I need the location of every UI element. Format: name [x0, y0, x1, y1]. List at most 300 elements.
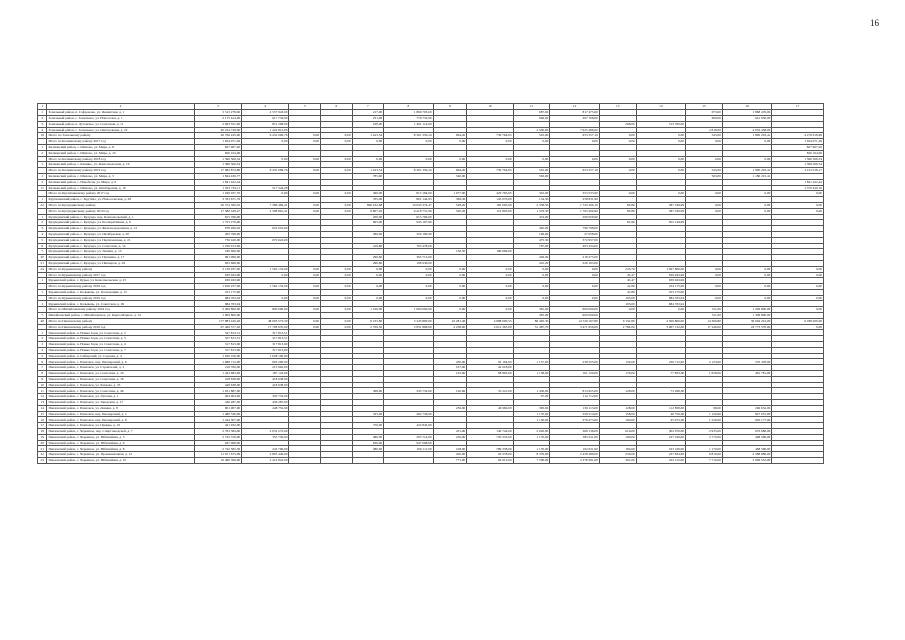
table-cell: 441 932,00: [194, 423, 241, 429]
table-cell: 1 841 422,44: [194, 179, 241, 185]
table-cell: 1 816 257,00: [194, 284, 241, 290]
table-cell: 1 256 913,00: [194, 243, 241, 249]
table-cell: 3 313 278,00: [194, 110, 241, 116]
table-cell: 456,00: [513, 255, 550, 261]
table-cell: 0,00: [636, 307, 685, 313]
table-cell: 0,00: [289, 284, 321, 290]
table-cell: 653 557,10: [550, 168, 599, 174]
row-number: 21: [38, 260, 47, 266]
table-cell: 0,00: [686, 295, 723, 301]
table-cell: 687,00: [513, 110, 550, 116]
table-cell: 92 194,00: [467, 359, 513, 365]
row-address: Павловский район, с. Павловск, ул. Ленина, д. 8: [47, 405, 194, 411]
table-cell: 317 813,00: [194, 347, 241, 353]
table-cell: 1 562 132,00: [242, 284, 289, 290]
table-cell: 0,00: [467, 272, 513, 278]
row-address: Павловский район, с. Павловск, пер. Пионерский, д. 2: [47, 411, 194, 417]
column-header: 10: [467, 104, 513, 110]
table-cell: 468 596,00: [722, 446, 771, 452]
table-cell: 311,00: [686, 313, 723, 319]
table-cell: 0,00: [686, 284, 723, 290]
table-cell: 801 144,93: [384, 197, 433, 203]
table-cell: 311,00: [686, 307, 723, 313]
table-cell: 0,00: [289, 295, 321, 301]
table-cell: 98,00: [686, 405, 723, 411]
table-cell: 376 273,00: [550, 417, 599, 423]
table-cell: 35 221,00: [467, 388, 513, 394]
table-cell: 239 712,00: [636, 359, 685, 365]
table-cell: 1 220,00: [686, 417, 723, 423]
table-cell: 9 188 200,00: [772, 318, 824, 324]
table-cell: 41,80: [599, 289, 636, 295]
table-cell: 0,00: [599, 191, 636, 197]
table-cell: 98 893,00: [467, 371, 513, 377]
table-cell: 901 907,00: [194, 405, 241, 411]
table-cell: 345 732,00: [242, 394, 289, 400]
row-number: 4: [38, 347, 47, 353]
table-cell: 1 753 276,90: [194, 220, 241, 226]
table-cell: 0,00: [352, 266, 384, 272]
table-cell: 365 713,00: [384, 255, 433, 261]
table-cell: 0,00: [321, 324, 353, 330]
table-cell: 114 712,00: [550, 394, 599, 400]
table-cell: 695,00: [352, 220, 384, 226]
row-address: Итого по Кулундинскому району: [47, 202, 194, 208]
row-address: Павловский район, с. Черемное, ул. Юбилейная, д. 10: [47, 458, 194, 464]
table-cell: 1 396 506,54: [772, 156, 824, 162]
table-cell: 462 736,00: [384, 411, 433, 417]
table-cell: 290 659,90: [550, 214, 599, 220]
row-address: Павловский район, с. Павловск, ул. Правды, д. 16: [47, 423, 194, 429]
table-cell: 215 962,00: [242, 365, 289, 371]
table-cell: 639 943,96: [194, 272, 241, 278]
column-header: 13: [599, 104, 636, 110]
row-number: 1: [38, 173, 47, 179]
table-cell: 1 396 506,54: [772, 162, 824, 168]
table-cell: 0,00: [772, 324, 824, 330]
table-cell: 2 175 614,00: [194, 115, 241, 121]
row-number: 1: [38, 330, 47, 336]
table-cell: 545,00: [686, 168, 723, 174]
table-cell: 263 798,00: [194, 231, 241, 237]
table-cell: 1 600 000,00: [384, 307, 433, 313]
table-cell: 943 167,90: [384, 220, 433, 226]
table-cell: 480,00: [352, 446, 384, 452]
table-cell: 145,00: [433, 371, 467, 377]
table-cell: 1 029 100,00: [194, 353, 241, 359]
table-cell: 208,00: [599, 121, 636, 127]
table-cell: 615 766,00: [384, 214, 433, 220]
table-cell: 2 537 943,00: [242, 110, 289, 116]
row-number: 22: [38, 452, 47, 458]
table-cell: 429 765,95: [467, 191, 513, 197]
row-address: Павловский район, с. Павловск, ул. Советская, д. 18: [47, 376, 194, 382]
table-cell: 176,00: [599, 371, 636, 377]
table-cell: 251,00: [352, 115, 384, 121]
row-address: Зональный район, п. Сафроново, ул. Цементная, д. 1: [47, 110, 194, 116]
table-cell: 776 732,00: [384, 115, 433, 121]
table-cell: 106,00: [513, 231, 550, 237]
row-address: Павловский район, с. Черемное, ул. Промышленная, д. 12: [47, 452, 194, 458]
table-cell: 431,00: [433, 429, 467, 435]
row-address: Павловский район, с. Павловск, ул. Строителей, д. 3: [47, 365, 194, 371]
table-cell: 1 180 201,41: [722, 173, 771, 179]
table-cell: 0,00: [384, 139, 433, 145]
row-number: 20: [38, 440, 47, 446]
table-cell: 347 813,51: [194, 330, 241, 336]
row-number: 4: [38, 127, 47, 133]
table-cell: 1 423,54: [352, 133, 384, 139]
row-address: Зональный район, с. Зональное, ул. Новоселов, д. 1: [47, 115, 194, 121]
table-cell: 0,00: [636, 191, 685, 197]
row-number: 12: [38, 394, 47, 400]
table-cell: 130,50: [433, 249, 467, 255]
table-cell: 2 032 272,00: [242, 429, 289, 435]
table-cell: 570 478,00: [722, 359, 771, 365]
table-cell: 430,00: [433, 359, 467, 365]
row-address: Итого по Кулундинскому району 2019 год: [47, 208, 194, 214]
table-cell: 468 596,00: [722, 434, 771, 440]
table-cell: 112 858,00: [636, 405, 685, 411]
table-cell: 320,26: [433, 208, 467, 214]
row-number: 3: [38, 342, 47, 348]
table-cell: 190,00: [352, 121, 384, 127]
table-cell: 0,00: [321, 208, 353, 214]
table-cell: 1 933 732,11: [194, 185, 241, 191]
row-address: Павловский район, с. Павловск, ул. Луговая, д. 1: [47, 394, 194, 400]
table-cell: 418 638,00: [242, 376, 289, 382]
row-address: Павловский район, с. Черемное, ул. Юбилейная, д. 6: [47, 440, 194, 446]
table-cell: 920 177,00: [722, 417, 771, 423]
row-address: Зональный район, с. Зональное, ул. Центральная, д. 22: [47, 127, 194, 133]
table-cell: 0,00: [722, 208, 771, 214]
table-cell: 0,00: [321, 139, 353, 145]
table-cell: 0,00: [352, 272, 384, 278]
table-cell: 103,00: [599, 295, 636, 301]
table-cell: 0,00: [384, 295, 433, 301]
column-header: 4: [242, 104, 289, 110]
table-cell: 237 834,00: [636, 452, 685, 458]
table-cell: 0,00: [467, 307, 513, 313]
table-cell: 236,00: [433, 405, 467, 411]
table-cell: 1 157,00: [513, 359, 550, 365]
table-cell: 92 613,00: [467, 458, 513, 464]
table-cell: 0,00: [722, 272, 771, 278]
row-number: 1: [38, 110, 47, 116]
table-cell: 652 149,99: [636, 220, 685, 226]
row-address: Итого по Павловскому району 2018 год: [47, 324, 194, 330]
table-cell: 250,00: [433, 434, 467, 440]
table-cell: 254 175,00: [636, 284, 685, 290]
table-cell: 46 756,00: [636, 411, 685, 417]
table-cell: 0,00: [321, 318, 353, 324]
table-cell: 1 309 800,00: [722, 313, 771, 319]
row-address: Павловский район, с. Павловск, ул. Заводская, д. 17: [47, 400, 194, 406]
table-cell: 77 853,00: [636, 371, 685, 377]
row-address: Кулундинский район, с. Кулунда, ул. Советская, д. 14: [47, 243, 194, 249]
table-cell: 0,00: [772, 202, 824, 208]
row-number: 7: [38, 249, 47, 255]
table-cell: 2 458 289,00: [550, 452, 599, 458]
table-cell: 639 943,96: [636, 278, 685, 284]
table-cell: 827 907,20: [194, 144, 241, 150]
table-cell: 0,00: [242, 191, 289, 197]
table-cell: 1 443 683,00: [194, 371, 241, 377]
row-number: 14: [38, 405, 47, 411]
table-cell: 7 700,00: [513, 458, 550, 464]
row-address: Кулундинский район, с. Кулунда, ул. Железнодорожная, д. 12: [47, 226, 194, 232]
table-cell: 563,00: [686, 173, 723, 179]
table-cell: 3 471 659,00: [550, 324, 599, 330]
table-cell: 83,80: [599, 202, 636, 208]
table-cell: 2 123,00: [686, 359, 723, 365]
table-cell: 0,00: [289, 307, 321, 313]
table-cell: 0,00: [384, 272, 433, 278]
table-cell: 750 233,00: [467, 434, 513, 440]
table-cell: 97,00: [513, 394, 550, 400]
column-header: 8: [384, 104, 433, 110]
table-cell: 947 068,00: [384, 440, 433, 446]
table-cell: 290,60: [352, 260, 384, 266]
table-cell: 0,00: [599, 133, 636, 139]
table-cell: 991 996,00: [194, 255, 241, 261]
table-cell: 0,00: [352, 284, 384, 290]
table-cell: 2 398 891,41: [242, 208, 289, 214]
table-cell: 0,00: [352, 156, 384, 162]
table-cell: 83,80: [599, 208, 636, 214]
table-cell: 0,00: [686, 202, 723, 208]
table-cell: 46 960,00: [467, 405, 513, 411]
table-cell: 2 612 365,00: [467, 324, 513, 330]
table-cell: 0,00: [722, 156, 771, 162]
table-cell: 0,00: [321, 156, 353, 162]
table-cell: 416,80: [352, 243, 384, 249]
table-cell: 1 160,00: [352, 307, 384, 313]
table-cell: 0,00: [513, 284, 550, 290]
table-cell: 800 000,00: [242, 307, 289, 313]
budget-table: [37, 103, 824, 464]
table-cell: 189 669,00: [194, 249, 241, 255]
column-header: 17: [772, 104, 824, 110]
table-cell: 653 557,10: [550, 133, 599, 139]
table-cell: 4 032 458,00: [722, 127, 771, 133]
column-header: 7: [352, 104, 384, 110]
table-cell: 22 281,46: [433, 318, 467, 324]
row-address: Курьинский район, с. Колывань, ул. Кооперации, д. 15: [47, 289, 194, 295]
table-cell: 866 432,68: [352, 202, 384, 208]
table-cell: 410,20: [513, 260, 550, 266]
table-cell: 103,00: [599, 301, 636, 307]
table-cell: 0,00: [289, 266, 321, 272]
table-cell: 317 813,00: [242, 342, 289, 348]
table-cell: 0,00: [467, 284, 513, 290]
table-cell: 1 396 506,54: [194, 156, 241, 162]
row-number: 22: [38, 202, 47, 208]
table-cell: 616,00: [599, 429, 636, 435]
table-cell: 2 378 281,00: [550, 458, 599, 464]
table-cell: 26 574 300,02: [194, 202, 241, 208]
table-cell: 0,00: [550, 139, 599, 145]
table-cell: 22 773 570,00: [722, 324, 771, 330]
table-cell: 370,00: [352, 423, 384, 429]
table-cell: 108,00: [433, 446, 467, 452]
table-cell: 1 763 260,90: [550, 208, 599, 214]
table-cell: 3 967 132,00: [636, 324, 685, 330]
row-address: Калманский район, с. Шилово, ул. Октябрьская, д. 10: [47, 185, 194, 191]
table-cell: 2 769,50: [352, 324, 384, 330]
table-cell: 0,00: [433, 266, 467, 272]
table-cell: 0,00: [550, 156, 599, 162]
table-cell: 563,00: [513, 173, 550, 179]
table-cell: 639 943,96: [194, 278, 241, 284]
column-header: 9: [433, 104, 467, 110]
table-cell: 368 136,00: [550, 429, 599, 435]
table-cell: 0,00: [513, 295, 550, 301]
table-cell: [384, 458, 433, 464]
table-cell: 161 120,00: [550, 371, 599, 377]
row-address: Кулундинский район, с. Кулунда, ул. Пушкина, д. 17: [47, 255, 194, 261]
table-cell: 1 990 203,41: [722, 133, 771, 139]
table-cell: 526 514,00: [550, 411, 599, 417]
table-cell: 143 070,00: [467, 197, 513, 203]
table-cell: 2 743 376,00: [194, 434, 241, 440]
table-cell: 947 068,00: [194, 440, 241, 446]
table-cell: 184,00: [599, 446, 636, 452]
table-cell: 2 093 551,00: [194, 121, 241, 127]
table-cell: 545,00: [686, 133, 723, 139]
row-number: 18: [38, 429, 47, 435]
table-cell: 617 734,00: [242, 115, 289, 121]
column-header: 3: [194, 104, 241, 110]
table-cell: 266 652,00: [722, 405, 771, 411]
row-address: Кулундинский район, с. Кулунда, пер. Комсомольский, д. 1: [47, 214, 194, 220]
row-number: 3: [38, 121, 47, 127]
column-header: 6: [321, 104, 353, 110]
table-cell: 1 654 071,26: [194, 139, 241, 145]
table-cell: 1 990 203,41: [722, 168, 771, 174]
table-cell: 31 487,70: [513, 324, 550, 330]
row-number: 2: [38, 179, 47, 185]
table-cell: 0,00: [321, 266, 353, 272]
table-cell: 3 333 671,79: [194, 197, 241, 203]
row-address: Кулундинский район, с. Кулунда, ул. Октябрьская, д. 50: [47, 231, 194, 237]
table-cell: 238 525,00: [550, 359, 599, 365]
table-cell: 684 763,04: [194, 295, 241, 301]
table-cell: 815 766,00: [194, 214, 241, 220]
row-number: 1: [38, 162, 47, 168]
table-cell: 730 420,00: [194, 237, 241, 243]
table-cell: 1 150,00: [513, 417, 550, 423]
table-cell: 3 099 532,00: [722, 458, 771, 464]
table-cell: 11 971 675,99: [194, 452, 241, 458]
row-number: 3: [38, 226, 47, 232]
table-cell: 465,00: [513, 226, 550, 232]
table-cell: 0,00: [686, 266, 723, 272]
row-address: Павловский район, с. Павловск, ул. Советская, д. 46: [47, 388, 194, 394]
table-cell: 817 475,00: [550, 110, 599, 116]
table-cell: 0,00: [321, 191, 353, 197]
table-cell: [772, 458, 824, 464]
table-cell: 0,00: [636, 156, 685, 162]
row-address: Итого по Калманскому району 2017 год: [47, 139, 194, 145]
table-cell: 360,00: [352, 231, 384, 237]
table-cell: 132,00: [599, 359, 636, 365]
table-cell: 317 813,51: [242, 330, 289, 336]
table-cell: 397 708,00: [550, 115, 599, 121]
table-cell: 20 224 728,00: [194, 127, 241, 133]
table-cell: 369,36: [433, 197, 467, 203]
table-cell: 26 766 245,00: [194, 133, 241, 139]
column-header: 1: [38, 104, 47, 110]
row-address: Павловский район, п. Новые Зори, ул. Советская, д. 2: [47, 330, 194, 336]
table-cell: 1 170,00: [513, 446, 550, 452]
table-cell: 0,00: [599, 307, 636, 313]
column-header: 14: [636, 104, 685, 110]
table-cell: 1 743 260,10: [550, 202, 599, 208]
table-cell: 0,00: [433, 284, 467, 290]
row-number: 2: [38, 220, 47, 226]
table-cell: 0,00: [321, 295, 353, 301]
table-cell: 1 077,00: [433, 191, 467, 197]
table-cell: 823 669,00: [194, 260, 241, 266]
table-cell: 17 982 874,86: [194, 168, 241, 174]
row-address: Итого по Курьинскому району 2017 год: [47, 272, 194, 278]
table-cell: 587 169,99: [636, 202, 685, 208]
table-cell: 0,00: [722, 202, 771, 208]
row-number: 15: [38, 411, 47, 417]
table-cell: 0,00: [599, 168, 636, 174]
row-number: 1: [38, 301, 47, 307]
row-number: 7: [38, 313, 47, 319]
table-cell: 0,00: [289, 318, 321, 324]
table-cell: 1 031 887,00: [194, 388, 241, 394]
table-cell: 177 883 420,26: [194, 318, 241, 324]
table-cell: 0,00: [384, 266, 433, 272]
table-cell: 1 909 800,00: [194, 313, 241, 319]
column-header: 2: [47, 104, 194, 110]
table-cell: 2 358,50: [513, 202, 550, 208]
table-cell: 0,00: [321, 202, 353, 208]
table-cell: 7 386 484,41: [242, 202, 289, 208]
table-cell: 545,00: [513, 133, 550, 139]
table-cell: 160,00: [599, 417, 636, 423]
table-cell: 395,00: [513, 405, 550, 411]
table-cell: 796 798,00: [550, 226, 599, 232]
table-cell: 4 588 686,00: [722, 452, 771, 458]
table-cell: 0,00: [513, 272, 550, 278]
row-address: Итого по Павловскому району: [47, 318, 194, 324]
table-cell: 545,00: [513, 168, 550, 174]
row-address: Курьинский район, с. Курья, ул. Комсомольская, д. 23: [47, 278, 194, 284]
row-address: Крутихинский район, с. Крутиха, ул. Новосельская, д. 28: [47, 197, 194, 203]
table-cell: 1 097 806,00: [636, 266, 685, 272]
table-cell: 1 430,00: [513, 388, 550, 394]
table-cell: 353 750,00: [242, 434, 289, 440]
row-number: 19: [38, 133, 47, 139]
row-number: 8: [38, 371, 47, 377]
row-number: 17: [38, 423, 47, 429]
table-cell: 3 139 937,00: [194, 266, 241, 272]
table-cell: 2 400 800,00: [194, 307, 241, 313]
table-cell: 0,00: [433, 156, 467, 162]
row-number: 11: [38, 388, 47, 394]
table-cell: 0,00: [467, 156, 513, 162]
table-cell: 827 907,20: [772, 144, 824, 150]
table-cell: 0,00: [467, 139, 513, 145]
table-cell: 26 578,00: [467, 452, 513, 458]
table-cell: 0,00: [352, 139, 384, 145]
table-cell: 0,00: [772, 307, 824, 313]
